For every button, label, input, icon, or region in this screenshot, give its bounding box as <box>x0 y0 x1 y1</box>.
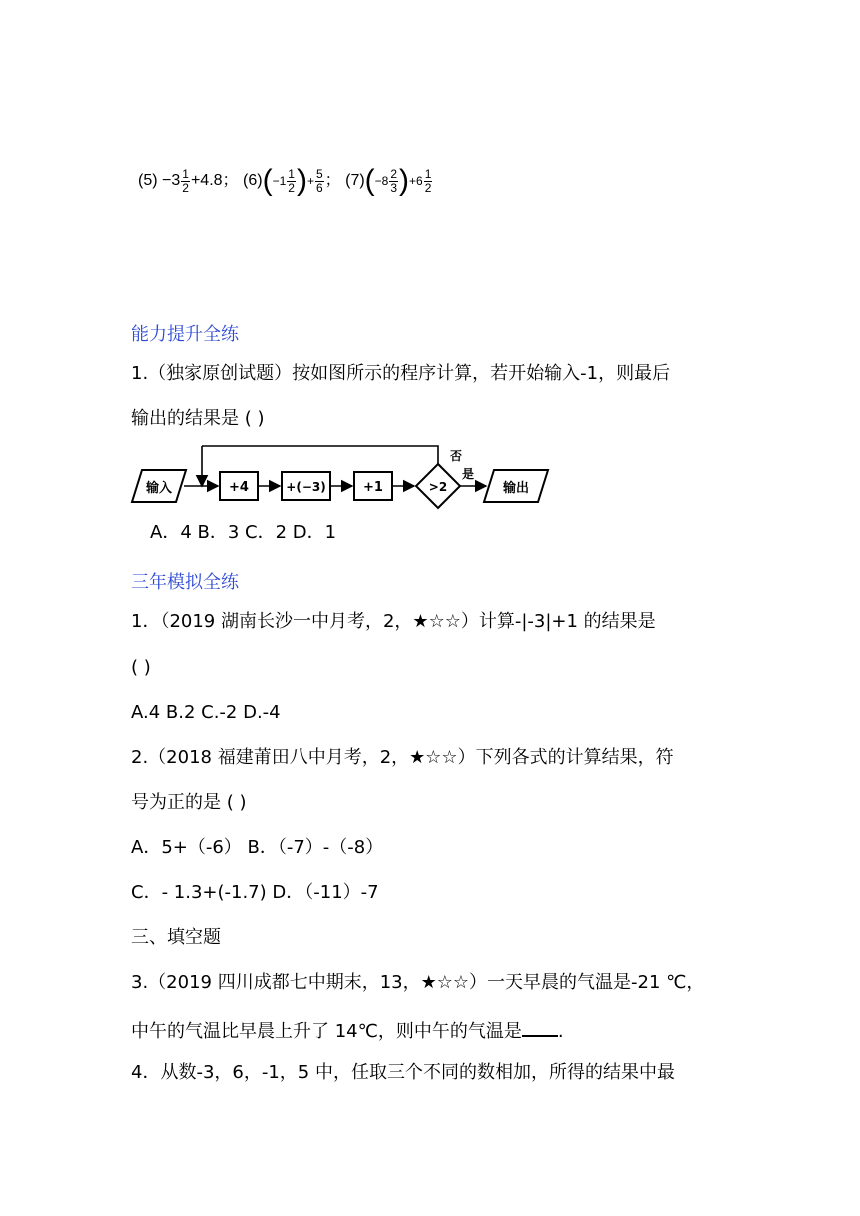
p5-label: (5) <box>138 172 158 190</box>
q2-options-ab: A．5+（-6） B．（-7）-（-8） <box>131 837 384 858</box>
p6-plus: + <box>306 174 314 188</box>
p7-fraction-2: $\frac{1}{2}$ <box>424 166 432 195</box>
p7-plus: +6 <box>409 174 423 188</box>
section-title-fill-blank: 三、填空题 <box>131 927 221 948</box>
condition-label: >2 <box>428 480 448 494</box>
q2-line2: 号为正的是 ( ) <box>131 792 247 813</box>
q3-line2 <box>131 1019 564 1041</box>
section-title-ability: 能力提升全练 <box>131 324 239 345</box>
q3-line2-text: 中午的气温比早晨上升了 14℃，则中午的气温是 <box>131 1021 522 1042</box>
p7-close-paren: ) <box>399 164 410 197</box>
q1a-options: A．4 B．3 C．2 D．1 <box>150 522 337 543</box>
math-expressions <box>138 164 433 198</box>
p6-close-paren: ) <box>296 164 307 197</box>
p6-label: (6) <box>243 172 263 190</box>
p7-inner: −8 <box>374 174 389 188</box>
section-title-mock: 三年模拟全练 <box>131 572 239 593</box>
p6-fraction-2: $\frac{5}{6}$ <box>315 166 323 195</box>
q3-line2-end: . <box>557 1021 564 1042</box>
q3-line1: 3.（2019 四川成都七中期末，13，★☆☆）一天早晨的气温是-21 ℃， <box>131 972 705 993</box>
answer-blank[interactable] <box>522 1019 558 1037</box>
q1a-line1: 1.（独家原创试题）按如图所示的程序计算，若开始输入-1，则最后 <box>131 363 671 384</box>
input-label: 输入 <box>145 481 173 496</box>
p7-fraction-1: $\frac{2}{3}$ <box>390 166 398 195</box>
p6-inner: −1 <box>272 174 287 188</box>
q1a-line2: 输出的结果是 ( ) <box>131 408 265 429</box>
p7-open-paren: ( <box>364 164 375 197</box>
q1b-line2: ( ) <box>131 657 151 678</box>
branch-no-label: 否 <box>450 449 463 463</box>
op-plus1-label: +1 <box>363 480 383 495</box>
q1b-options: A.4 B.2 C.-2 D.-4 <box>131 702 281 723</box>
q1b-line1: 1．（2019 湖南长沙一中月考，2，★☆☆）计算-|-3|+1 的结果是 <box>131 611 656 632</box>
output-label: 输出 <box>502 481 530 496</box>
p5-fraction: $\frac{1}{2}$ <box>182 166 189 195</box>
p6-separator: ； <box>324 172 341 190</box>
branch-yes-label: 是 <box>462 467 475 481</box>
q2-line1: 2.（2018 福建莆田八中月考，2，★☆☆）下列各式的计算结果，符 <box>131 747 674 768</box>
p6-open-paren: ( <box>262 164 273 197</box>
op-plus4-label: +4 <box>229 480 249 495</box>
p5-sign: −3 <box>162 172 181 190</box>
q2-options-cd: C．- 1.3+(-1.7) D．（-11）-7 <box>131 882 379 903</box>
op-plus-neg3-label: +(−3) <box>286 480 326 494</box>
p7-label: (7) <box>345 172 365 190</box>
program-flowchart <box>128 438 558 510</box>
p5-rest: +4.8； <box>190 172 239 190</box>
p6-fraction-1: $\frac{1}{2}$ <box>288 166 295 195</box>
q4-line1: 4．从数-3，6，-1，5 中，任取三个不同的数相加，所得的结果中最 <box>131 1062 675 1083</box>
